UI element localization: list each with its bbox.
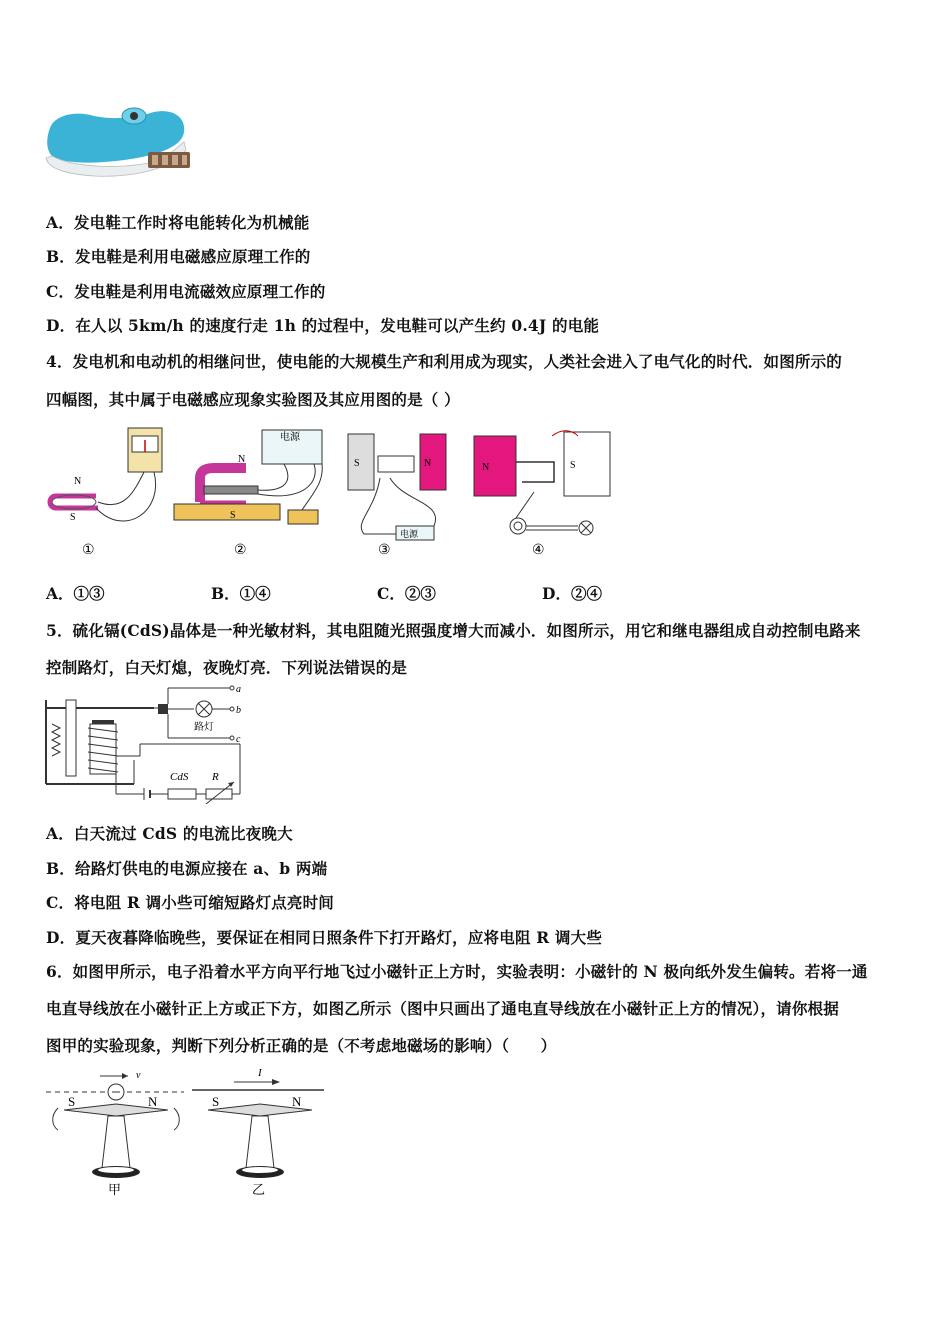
q4-option-a: A．①③	[46, 584, 105, 603]
svg-text:电源: 电源	[400, 529, 419, 539]
svg-text:N: N	[148, 1094, 158, 1109]
figure-label-2: ②	[234, 543, 247, 558]
q5-option-b: B．给路灯供电的电源应接在 a、b 两端	[46, 859, 328, 878]
svg-text:电源: 电源	[280, 432, 300, 443]
svg-text:N: N	[238, 454, 246, 465]
q6-stem-line1: 6．如图甲所示，电子沿着水平方向平行地飞过小磁针正上方时，实验表明：小磁针的 N 极向纸外发生偏转。若将一通	[46, 962, 868, 981]
q4-stem-line2: 四幅图，其中属于电磁感应现象实验图及其应用图的是（ ）	[46, 390, 460, 409]
q3-option-c: C．发电鞋是利用电流磁效应原理工作的	[46, 282, 326, 301]
svg-text:S: S	[354, 458, 360, 469]
q5-stem-line1: 5．硫化镉(CdS)晶体是一种光敏材料，其电阻随光照强度增大而减小．如图所示，用它和继电器组成自动控制电路来	[46, 621, 861, 640]
svg-text:S: S	[212, 1094, 220, 1109]
svg-text:S: S	[68, 1094, 76, 1109]
figure-jia	[46, 1070, 184, 1197]
svg-text:S: S	[570, 460, 576, 471]
svg-text:c: c	[236, 734, 241, 745]
q5-relay-circuit	[44, 684, 254, 804]
figure-label-3: ③	[378, 543, 391, 558]
svg-text:甲: 甲	[108, 1182, 122, 1197]
figure-4-generator-lamp	[474, 431, 610, 535]
q4-figures	[44, 422, 624, 564]
q4-option-b: B．①④	[211, 584, 271, 603]
q5-option-a: A．白天流过 CdS 的电流比夜晚大	[46, 824, 293, 843]
figure-label-4: ④	[532, 543, 545, 558]
figure-yi	[192, 1067, 324, 1197]
svg-text:路灯: 路灯	[194, 722, 214, 733]
svg-text:v: v	[136, 1070, 141, 1081]
figure-2-motor-setup	[174, 430, 322, 524]
q3-option-a: A．发电鞋工作时将电能转化为机械能	[46, 213, 310, 232]
svg-text:R: R	[212, 771, 219, 783]
q6-stem-line2: 电直导线放在小磁针正上方或正下方，如图乙所示（图中只画出了通电直导线放在小磁针正上方的情况），请你根据	[46, 999, 839, 1018]
q6-compass-figures	[44, 1064, 334, 1198]
q6-stem-line3: 图甲的实验现象，判断下列分析正确的是（不考虑地磁场的影响）（ ）	[46, 1036, 557, 1055]
svg-text:I: I	[258, 1067, 262, 1079]
q3-option-b: B．发电鞋是利用电磁感应原理工作的	[46, 247, 311, 266]
svg-text:S: S	[230, 510, 236, 521]
figure-3-generator-loop	[348, 434, 446, 540]
generator-shoe-image	[44, 98, 194, 184]
figure-1-galvanometer	[50, 428, 162, 523]
q5-stem-line2: 控制路灯，白天灯熄，夜晚灯亮．下列说法错误的是	[46, 658, 408, 677]
svg-text:乙: 乙	[252, 1182, 266, 1197]
svg-text:N: N	[74, 476, 82, 487]
q4-option-d: D．②④	[542, 584, 602, 603]
svg-text:b: b	[236, 705, 241, 716]
svg-text:a: a	[236, 684, 241, 695]
q5-option-c: C．将电阻 R 调小些可缩短路灯点亮时间	[46, 893, 335, 912]
q3-option-d: D．在人以 5km/h 的速度行走 1h 的过程中，发电鞋可以产生约 0.4J 的电能	[46, 316, 600, 335]
svg-text:N: N	[482, 462, 490, 473]
svg-text:S: S	[70, 512, 76, 523]
svg-text:CdS: CdS	[170, 771, 189, 783]
svg-text:N: N	[292, 1094, 302, 1109]
q4-stem-line1: 4．发电机和电动机的相继问世，使电能的大规模生产和利用成为现实，人类社会进入了电气化的时代．如图所示的	[46, 352, 842, 371]
figure-label-1: ①	[82, 543, 95, 558]
q5-option-d: D．夏天夜暮降临晚些，要保证在相同日照条件下打开路灯，应将电阻 R 调大些	[46, 928, 603, 947]
q4-option-c: C．②③	[377, 584, 436, 603]
svg-text:N: N	[424, 458, 432, 469]
